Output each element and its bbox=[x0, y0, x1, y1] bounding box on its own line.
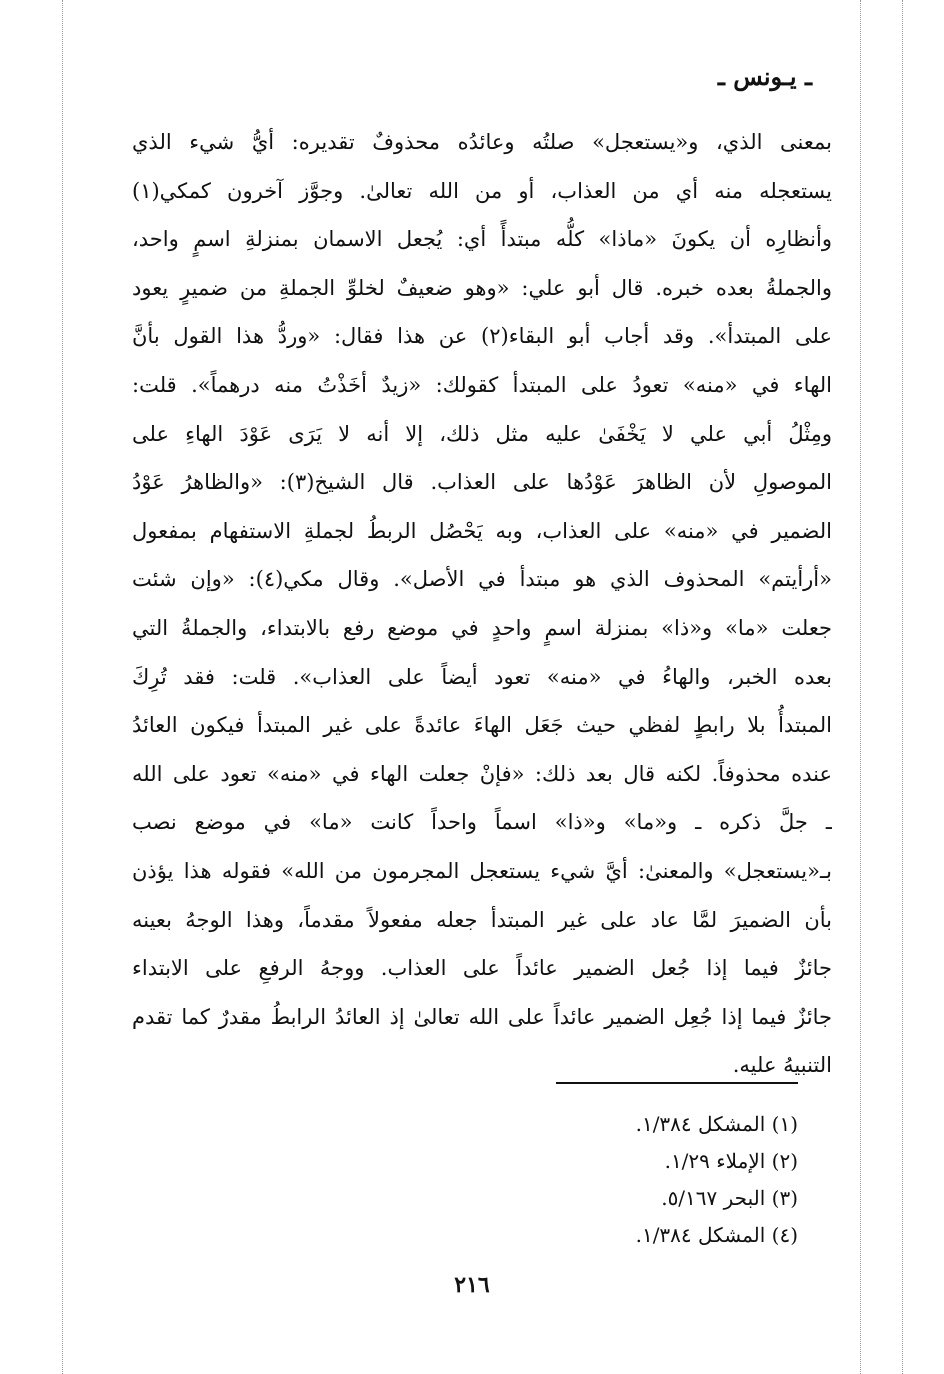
footnote-1: (١) المشكل ١/٣٨٤. bbox=[635, 1112, 798, 1136]
page-number: ٢١٦ bbox=[454, 1272, 490, 1298]
text-line: بعده الخبر، والهاءُ في «منه» تعود أيضاً على العذاب». قلت: فقد تُرِكَ bbox=[132, 664, 832, 689]
text-line: جائزٌ فيما إذا جُعل الضمير عائداً على العذاب. ووجهُ الرفعِ على الابتداء bbox=[132, 956, 832, 981]
text-line: والجملةُ بعده خبره. قال أبو علي: «وهو ضعيفٌ لخلوِّ الجملةِ من ضميرٍ يعود bbox=[132, 275, 832, 300]
text-line: التنبيهُ عليه. bbox=[732, 1053, 832, 1078]
text-line: «أرأيتم» المحذوف الذي هو مبتدأ في الأصل». وقال مكي(٤): «وإن شئت bbox=[132, 567, 832, 592]
text-line: وأنظارِه أن يكونَ «ماذا» كلُّه مبتدأً أي: يُجعل الاسمان بمنزلةِ اسمٍ واحد، bbox=[132, 227, 832, 252]
text-line: الموصولِ لأن الظاهرَ عَوْدُها على العذاب. قال الشيخ(٣): «والظاهرُ عَوْدُ bbox=[132, 470, 832, 495]
text-line: جائزٌ فيما إذا جُعِل الضمير عائداً على الله تعالىٰ إذ العائدُ الرابطُ مقدرٌ كما تقدم bbox=[132, 1004, 832, 1029]
text-line: بمعنى الذي، و«يستعجل» صلتُه وعائدُه محذوفٌ تقديره: أيُّ شيء الذي bbox=[132, 130, 832, 154]
footnotes bbox=[398, 1106, 798, 1254]
scan-edge-line-left bbox=[62, 0, 63, 1374]
scan-edge-line-right-outer bbox=[902, 0, 903, 1374]
text-line: على المبتدأ». وقد أجاب أبو البقاء(٢) عن هذا فقال: «وردُّ هذا القول بأنَّ bbox=[132, 324, 832, 349]
text-line: الضمير في «منه» على العذاب، وبه يَحْصُل الربطُ لجملةِ الاستفهام بمفعول bbox=[132, 518, 832, 543]
text-line: الهاء في «منه» تعودُ على المبتدأ كقولك: «زيدٌ أخَذْتُ منه درهماً». قلت: bbox=[132, 372, 832, 397]
text-line: ومِثْلُ أبي علي لا يَخْفَىٰ عليه مثل ذلك، إلا أنه لا يَرَى عَوْدَ الهاءِ على bbox=[132, 421, 832, 446]
text-line: بأن الضميرَ لمَّا عاد على غير المبتدأ جعله مفعولاً مقدماً، وهذا الوجهُ بعينه bbox=[132, 907, 832, 932]
footnote-2: (٢) الإملاء ١/٢٩. bbox=[664, 1149, 798, 1173]
running-title: ـ يـونس ـ bbox=[717, 62, 812, 91]
text-line: يستعجله منه أي من العذاب، أو من الله تعالىٰ. وجوَّز آخرون كمكي(١) bbox=[132, 178, 832, 203]
scan-edge-line-right-inner bbox=[860, 0, 861, 1374]
footnote-separator bbox=[556, 1082, 798, 1084]
text-line: بـ«يستعجل» والمعنىٰ: أيَّ شيء يستعجل المجرمون من الله» فقوله هذا يؤذن bbox=[132, 858, 832, 883]
text-line: المبتدأُ بلا رابطٍ لفظي حيث جَعَل الهاءَ عائدةً على غير المبتدأ فيكون العائدُ bbox=[132, 713, 832, 738]
footnote-3: (٣) البحر ٥/١٦٧. bbox=[661, 1186, 798, 1210]
text-line: جعلت «ما» و«ذا» بمنزلة اسمٍ واحدٍ في موضع رفع بالابتداء، والجملةُ التي bbox=[132, 615, 832, 640]
main-text bbox=[132, 118, 832, 1090]
footnote-4: (٤) المشكل ١/٣٨٤. bbox=[635, 1223, 798, 1247]
text-line: عنده محذوفاً. لكنه قال بعد ذلك: «فإنْ جعلت الهاء في «منه» تعود على الله bbox=[132, 761, 832, 786]
text-line: ـ جلَّ ذكره ـ و«ما» و«ذا» اسماً واحداً كانت «ما» في موضع نصب bbox=[132, 810, 832, 835]
